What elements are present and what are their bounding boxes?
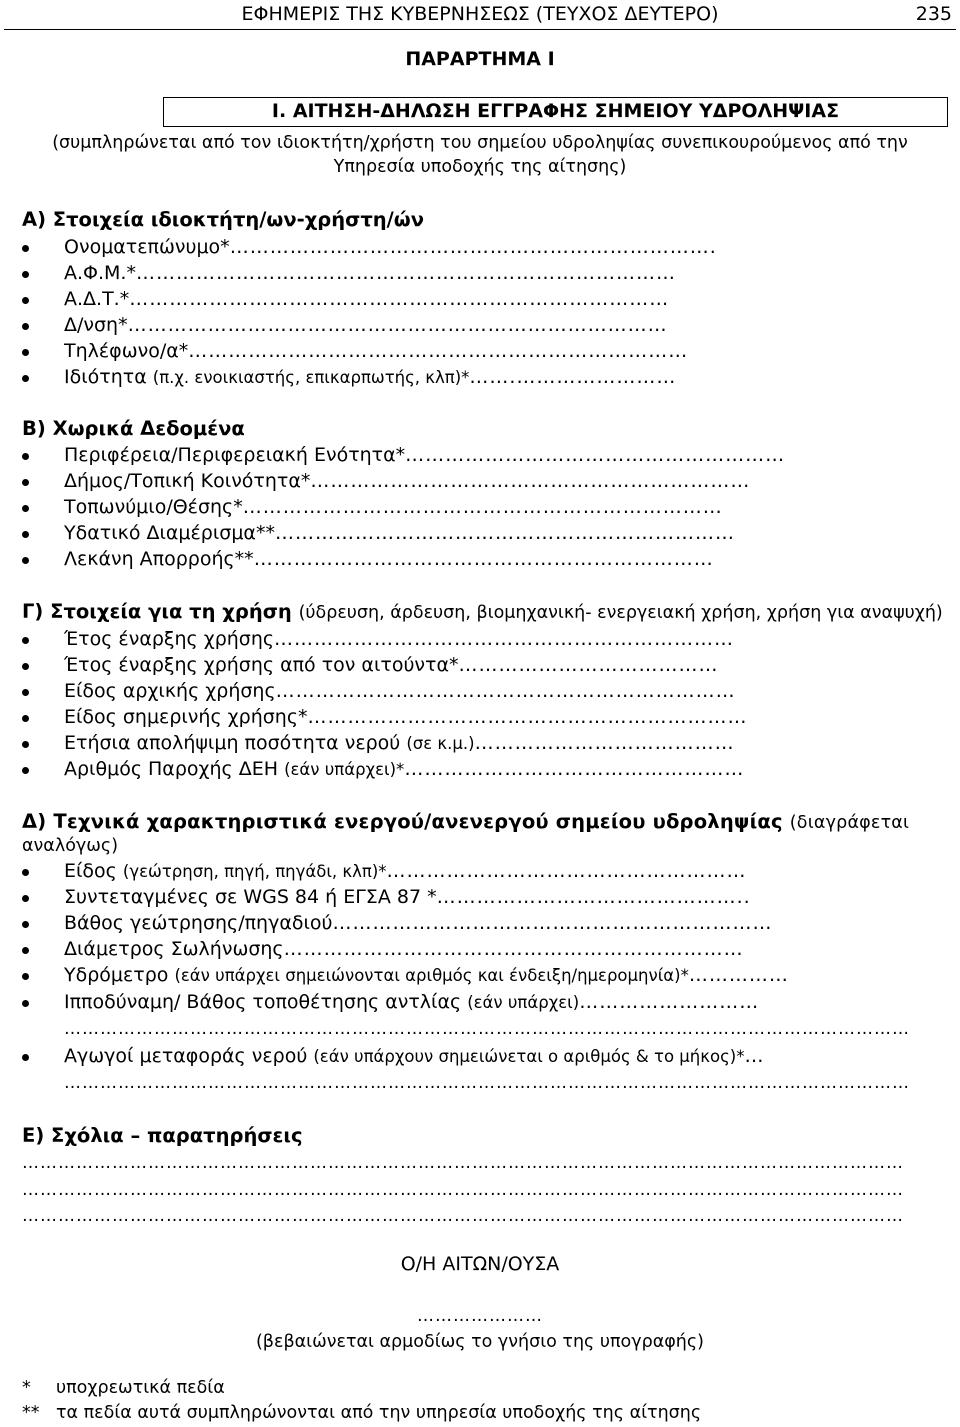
fill-in-dots: ………………………………………………………… — [332, 912, 773, 934]
bullet-icon — [22, 349, 29, 356]
field-label: Ετήσια απολήψιμη ποσότητα νερού — [64, 732, 401, 754]
field-full-name[interactable] — [22, 236, 942, 262]
signature-caption: (βεβαιώνεται αρμοδίως το γνήσιο της υπογραφής) — [255, 1332, 704, 1352]
bullet-icon — [22, 689, 29, 696]
field-label: Υδρόμετρο — [64, 964, 169, 986]
field-river-basin[interactable] — [22, 548, 942, 574]
gazette-title: ΕΦΗΜΕΡΙΣ ΤΗΣ ΚΥΒΕΡΝΗΣΕΩΣ (ΤΕΥΧΟΣ ΔΕΥΤΕΡΟ) — [241, 3, 719, 25]
header-rule — [4, 29, 956, 30]
field-start-year[interactable] — [22, 628, 942, 654]
field-adt[interactable] — [22, 288, 942, 314]
bullet-icon — [22, 505, 29, 512]
bullet-icon — [22, 947, 29, 954]
fill-in-dots: ……………………………………………………………………… — [127, 314, 668, 336]
footnote-text: τα πεδία αυτά συμπληρώνονται από την υπηρεσία υποδοχής της αίτησης — [56, 1403, 702, 1423]
field-hint: (σε κ.μ.) — [406, 734, 475, 753]
field-hint: (εάν υπάρχει) — [467, 993, 580, 1012]
bullet-icon — [22, 921, 29, 928]
fill-in-dots: ………………………………………………………………… — [188, 340, 689, 362]
field-label: Λεκάνη Απορροής** — [64, 548, 254, 570]
field-label: Είδος σημερινής χρήσης* — [64, 706, 308, 728]
fill-in-dots: ………………………………………………………………. — [229, 236, 717, 258]
footnote-service — [22, 1403, 701, 1423]
section-c-note: (ύδρευση, άρδευση, βιομηχανική- ενεργειακή χρήση, χρήση για αναψυχή) — [298, 603, 943, 623]
field-capacity[interactable] — [22, 366, 942, 392]
bullet-icon — [22, 479, 29, 486]
form-title: Ι. ΑΙΤΗΣΗ-ΔΗΛΩΣΗ ΕΓΓΡΑΦΗΣ ΣΗΜΕΙΟΥ ΥΔΡΟΛΗΨΙΑΣ — [163, 97, 948, 127]
bullet-icon — [22, 767, 29, 774]
section-c-title — [22, 600, 943, 623]
field-pipe-diameter[interactable] — [22, 938, 942, 964]
fill-in-dots: ………………………………… — [458, 654, 719, 676]
field-label: Είδος — [64, 860, 117, 882]
fill-in-dots: ……………………………………………… — [386, 860, 747, 882]
field-label: Υδατικό Διαμέρισμα** — [64, 522, 275, 544]
fill-in-dots: ……………………………………….. — [436, 886, 751, 908]
footnote-required — [22, 1378, 225, 1398]
form-subtitle-1: (συμπληρώνεται από τον ιδιοκτήτη/χρήστη του σημείου υδροληψίας συνεπικουρούμενος από την — [52, 133, 908, 153]
bullet-icon — [22, 973, 29, 980]
bullet-icon — [22, 715, 29, 722]
form-subtitle-2: Υπηρεσία υποδοχής της αίτησης) — [333, 157, 627, 177]
field-label: Βάθος γεώτρησης/πηγαδιού — [64, 912, 333, 934]
field-current-use[interactable] — [22, 706, 942, 732]
signature-role: Ο/Η ΑΙΤΩΝ/ΟΥΣΑ — [400, 1253, 560, 1275]
fill-in-dots: ………………………………………………… — [405, 444, 786, 466]
fill-in-dots: …………………………………………………………… — [275, 680, 736, 702]
bullet-icon — [22, 531, 29, 538]
bullet-icon — [22, 663, 29, 670]
fill-in-dots: …………………………………………… — [404, 758, 745, 780]
bullet-icon — [22, 375, 29, 382]
field-address[interactable] — [22, 314, 942, 340]
field-label: Αγωγοί μεταφοράς νερού — [64, 1045, 308, 1067]
field-hint: (εάν υπάρχει)* — [284, 760, 405, 779]
continuation-dots[interactable]: …………………………………………………………………………………………………………………………… — [64, 1019, 910, 1039]
field-phone[interactable] — [22, 340, 942, 366]
bullet-icon — [22, 637, 29, 644]
comment-line[interactable]: ………………………………………………………………………………………………………………………………… — [22, 1180, 904, 1200]
fill-in-dots: …………… — [688, 964, 789, 986]
fill-in-dots: …………………………………………………………… — [253, 548, 714, 570]
annex-title: ΠΑΡΑΡΤΗΜΑ Ι — [405, 48, 555, 70]
field-water-district[interactable] — [22, 522, 942, 548]
fill-in-dots: ………………………………………………………… — [310, 470, 751, 492]
field-label: Δήμος/Τοπική Κοινότητα* — [64, 470, 311, 492]
comment-line[interactable]: ………………………………………………………………………………………………………………………………… — [22, 1206, 904, 1226]
bullet-icon — [22, 895, 29, 902]
section-a-title: Α) Στοιχεία ιδιοκτήτη/ων-χρήστη/ών — [22, 208, 424, 231]
field-toponym[interactable] — [22, 496, 942, 522]
field-hint: (εάν υπάρχει σημειώνονται αριθμός και ένδειξη/ημερομηνία)* — [174, 966, 689, 985]
field-annual-quantity[interactable] — [22, 732, 942, 758]
fill-in-dots: …….…………………… — [469, 366, 677, 388]
fill-in-dots: …………………………………………………………… — [274, 522, 735, 544]
fill-in-dots: ……………………… — [579, 991, 760, 1013]
bullet-icon — [22, 271, 29, 278]
field-start-year-applicant[interactable] — [22, 654, 942, 680]
field-label: Ιδιότητα — [64, 366, 147, 388]
fill-in-dots: ……………………………………………………………………… — [135, 262, 676, 284]
bullet-icon — [22, 869, 29, 876]
fill-in-dots: …………………………………………………………… — [283, 938, 744, 960]
bullet-icon — [22, 453, 29, 460]
section-e-title: Ε) Σχόλια – παρατηρήσεις — [22, 1124, 303, 1147]
field-label: Διάμετρος Σωλήνωσης — [64, 938, 284, 960]
field-afm[interactable] — [22, 262, 942, 288]
field-point-type[interactable] — [22, 860, 942, 886]
fill-in-dots: … — [744, 1045, 765, 1067]
bullet-icon — [22, 245, 29, 252]
section-c-heading: Γ) Στοιχεία για τη χρήση — [22, 600, 292, 623]
field-initial-use[interactable] — [22, 680, 942, 706]
field-label: Ονοματεπώνυμο* — [64, 236, 230, 258]
bullet-icon — [22, 557, 29, 564]
field-label: Έτος έναρξης χρήσης — [64, 628, 275, 650]
page-number: 235 — [915, 3, 952, 25]
field-label: Τηλέφωνο/α* — [64, 340, 189, 362]
fill-in-dots: ………………………………………………………… — [307, 706, 748, 728]
bullet-icon — [22, 323, 29, 330]
bullet-icon — [22, 741, 29, 748]
signature-line[interactable]: ………………… — [417, 1306, 543, 1326]
field-label: Έτος έναρξης χρήσης από τον αιτούντα* — [64, 654, 459, 676]
section-d-note: (διαγράφεται — [789, 813, 910, 833]
field-label: Ιπποδύναμη/ Βάθος τοποθέτησης αντλίας — [64, 991, 462, 1013]
bullet-icon — [22, 1054, 29, 1061]
field-pump-power[interactable] — [22, 991, 942, 1017]
field-water-meter[interactable] — [22, 964, 942, 990]
field-label: Αριθμός Παροχής ΔΕΗ — [64, 758, 279, 780]
fill-in-dots: ……………………………………………………………… — [242, 496, 723, 518]
footnote-text: υποχρεωτικά πεδία — [56, 1378, 225, 1398]
fill-in-dots: ……………………………………………………………………… — [129, 288, 670, 310]
field-label: Δ/νση* — [64, 314, 128, 336]
field-hint: (γεώτρηση, πηγή, πηγάδι, κλπ)* — [122, 862, 387, 881]
field-label: Συντεταγμένες σε WGS 84 ή ΕΓΣΑ 87 * — [64, 886, 437, 908]
fill-in-dots: …………………………………………………………… — [274, 628, 735, 650]
continuation-dots[interactable]: …………………………………………………………………………………………………………………………… — [64, 1073, 910, 1093]
footnote-mark: ** — [22, 1403, 40, 1423]
section-d-note-cont: αναλόγως) — [22, 836, 119, 856]
field-label: Είδος αρχικής χρήσης — [64, 680, 276, 702]
footnote-mark: * — [22, 1378, 31, 1398]
field-label: Τοπωνύμιο/Θέσης* — [64, 496, 243, 518]
field-label: Α.Φ.Μ.* — [64, 262, 136, 284]
field-municipality[interactable] — [22, 470, 942, 496]
fill-in-dots: ………………………………… — [474, 732, 735, 754]
comment-line[interactable]: ………………………………………………………………………………………………………………………………… — [22, 1153, 904, 1173]
section-d-heading: Δ) Τεχνικά χαρακτηριστικά ενεργού/ανενεργού σημείου υδροληψίας — [22, 810, 783, 833]
bullet-icon — [22, 1000, 29, 1007]
field-pipelines[interactable] — [22, 1045, 942, 1071]
field-hint: (εάν υπάρχουν σημειώνεται ο αριθμός & το μήκος)* — [313, 1047, 745, 1066]
section-b-title: Β) Χωρικά Δεδομένα — [22, 417, 245, 440]
field-hint: (π.χ. ενοικιαστής, επικαρπωτής, κλπ)* — [152, 368, 470, 387]
field-depth[interactable] — [22, 912, 942, 938]
field-dei-supply[interactable] — [22, 758, 942, 784]
field-coordinates[interactable] — [22, 886, 942, 912]
page-header — [0, 0, 960, 30]
section-d-title — [22, 810, 909, 833]
field-region[interactable] — [22, 444, 942, 470]
field-label: Περιφέρεια/Περιφερειακή Ενότητα* — [64, 444, 406, 466]
field-label: Α.Δ.Τ.* — [64, 288, 130, 310]
bullet-icon — [22, 297, 29, 304]
